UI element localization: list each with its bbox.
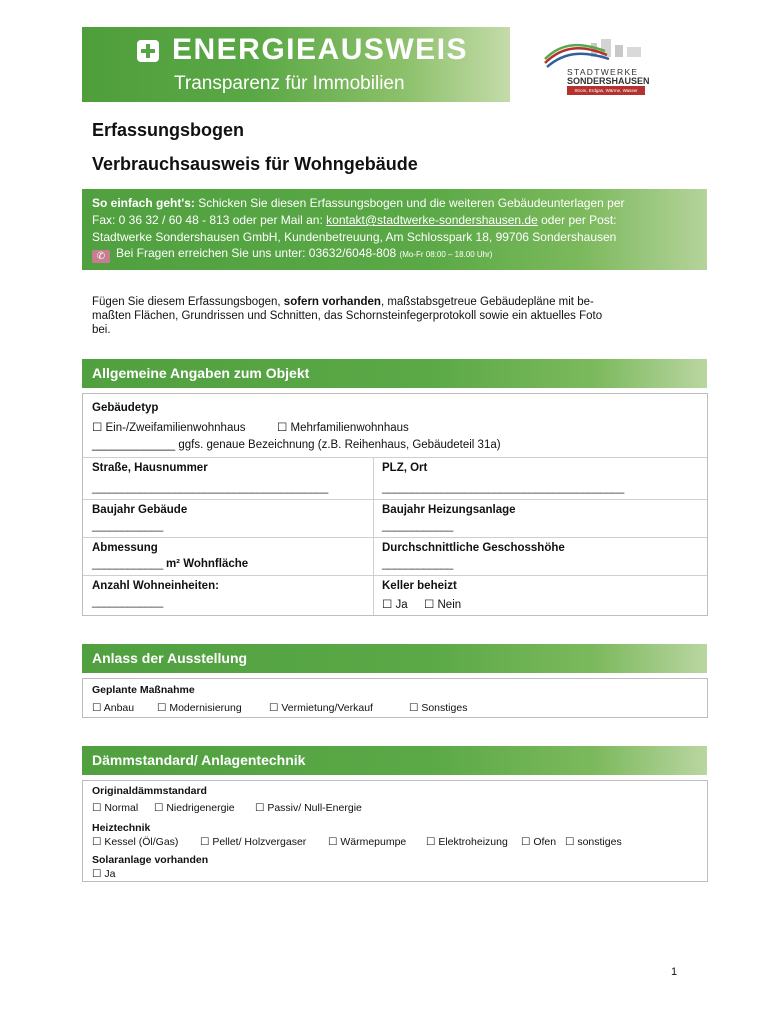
- checkbox-elektroheizung[interactable]: ☐ Elektroheizung: [426, 836, 508, 848]
- section1-title: Allgemeine Angaben zum Objekt: [92, 365, 310, 381]
- logo-line2: SONDERSHAUSEN: [567, 76, 650, 86]
- divider: [83, 575, 707, 576]
- checkbox-mehrfamilienwohnhaus[interactable]: ☐ Mehrfamilienwohnhaus: [277, 422, 409, 434]
- page-subtitle: Verbrauchsausweis für Wohngebäude: [92, 154, 418, 174]
- intro-bold: sofern vorhanden: [283, 296, 381, 308]
- strasse-field[interactable]: ________________________________________: [92, 482, 328, 494]
- info-line2: [92, 212, 617, 229]
- checkbox-keller-ja[interactable]: ☐ Ja: [382, 599, 408, 611]
- checkbox-normal[interactable]: ☐ Normal: [92, 802, 139, 814]
- page-title: Erfassungsbogen: [92, 120, 245, 140]
- info-fax: Fax: 0 36 32 / 60 48 - 813 oder per Mail an:: [92, 213, 327, 227]
- checkbox-solar-ja[interactable]: ☐ Ja: [92, 868, 116, 880]
- info-address: Stadtwerke Sondershausen GmbH, Kundenbetreuung, Am Schlosspark 18, 99706 Sondershausen: [92, 230, 617, 244]
- anzahl-wohneinheiten-label: Anzahl Wohneinheiten:: [92, 580, 219, 592]
- wohnflaeche-field[interactable]: ____________: [92, 558, 163, 570]
- section3-title: Dämmstandard/ Anlagentechnik: [92, 752, 306, 768]
- geschosshoehe-label: Durchschnittliche Geschosshöhe: [382, 542, 565, 554]
- checkbox-sonstiges-heizung[interactable]: ☐ sonstiges: [565, 836, 622, 848]
- heiztechnik-label: Heiztechnik: [92, 822, 151, 834]
- anzahl-wohneinheiten-field[interactable]: ____________: [92, 596, 163, 608]
- checkbox-sonstiges[interactable]: ☐ Sonstiges: [409, 702, 468, 714]
- info-line1-text: Schicken Sie diesen Erfassungsbogen und die weiteren Gebäudeunterlagen per: [194, 196, 625, 210]
- castle-swoosh-icon: [543, 37, 647, 71]
- divider: [83, 537, 707, 538]
- bezeichnung-hint: ggfs. genaue Bezeichnung (z.B. Reihenhaus, Gebäudeteil 31a): [175, 439, 501, 451]
- energieausweis-banner: [82, 27, 510, 102]
- info-lead: So einfach geht's:: [92, 196, 195, 210]
- info-hours: (Mo-Fr 08:00 – 18.00 Uhr): [399, 250, 493, 259]
- strasse-label: Straße, Hausnummer: [92, 462, 208, 474]
- divider: [83, 499, 707, 500]
- logo-tagline: Strom, Erdgas, Wärme, Wasser: [567, 86, 645, 95]
- page-number: 1: [671, 966, 678, 978]
- section-header-anlass: [82, 644, 707, 673]
- section-header-allgemeine-angaben: [82, 359, 707, 388]
- checkbox-waermepumpe[interactable]: ☐ Wärmepumpe: [328, 836, 407, 848]
- solaranlage-label: Solaranlage vorhanden: [92, 854, 209, 866]
- info-box: [82, 189, 707, 270]
- plz-ort-field[interactable]: _________________________________________: [382, 482, 624, 494]
- column-divider: [373, 457, 374, 615]
- logo-line1: STADTWERKE: [567, 67, 639, 77]
- checkbox-passiv-null-energie[interactable]: ☐ Passiv/ Null-Energie: [255, 802, 362, 814]
- email-link[interactable]: kontakt@stadtwerke-sondershausen.de: [326, 213, 538, 227]
- checkbox-niedrigenergie[interactable]: ☐ Niedrigenergie: [154, 802, 235, 814]
- info-line1: [92, 195, 625, 212]
- bezeichnung-blank[interactable]: _____________: [92, 439, 176, 451]
- intro-part2: , maßstabsgetreue Gebäudepläne mit be-: [380, 296, 594, 308]
- checkbox-keller-nein[interactable]: ☐ Nein: [424, 599, 462, 611]
- intro-line2: maßten Flächen, Grundrissen und Schnitten, das Schornsteinfegerprotokoll sowie ein aktuelles Foto: [92, 310, 603, 322]
- checkbox-ofen[interactable]: ☐ Ofen: [521, 836, 557, 848]
- banner-subtitle: Transparenz für Immobilien: [174, 73, 405, 94]
- baujahr-gebaeude-label: Baujahr Gebäude: [92, 504, 188, 516]
- stadtwerke-logo: [543, 37, 650, 97]
- checkbox-ein-zweifamilienwohnhaus[interactable]: ☐ Ein-/Zweifamilienwohnhaus: [92, 422, 246, 434]
- baujahr-heizung-field[interactable]: ____________: [382, 520, 453, 532]
- checkbox-kessel[interactable]: ☐ Kessel (Öl/Gas): [92, 836, 179, 848]
- info-phone-text: Bei Fragen erreichen Sie uns unter: 03632/6048-808: [116, 246, 400, 260]
- section2-form: [82, 678, 708, 718]
- divider: [83, 457, 707, 458]
- wohnflaeche-row: [92, 558, 248, 570]
- info-post: oder per Post:: [537, 213, 617, 227]
- gebaeudetyp-label: Gebäudetyp: [92, 402, 159, 414]
- section2-title: Anlass der Ausstellung: [92, 650, 248, 666]
- abmessung-label: Abmessung: [92, 542, 158, 554]
- baujahr-heizung-label: Baujahr Heizungsanlage: [382, 504, 516, 516]
- checkbox-vermietung-verkauf[interactable]: ☐ Vermietung/Verkauf: [269, 702, 373, 714]
- wohnflaeche-unit: m² Wohnfläche: [162, 558, 249, 570]
- intro-part1: Fügen Sie diesem Erfassungsbogen,: [92, 296, 284, 308]
- section3-form: [82, 780, 708, 882]
- intro-line3: bei.: [92, 324, 111, 336]
- geplante-massnahme-label: Geplante Maßnahme: [92, 684, 195, 696]
- intro-text: [92, 295, 682, 337]
- phone-icon: ✆: [92, 250, 110, 263]
- baujahr-gebaeude-field[interactable]: ____________: [92, 520, 163, 532]
- checkbox-modernisierung[interactable]: ☐ Modernisierung: [157, 702, 242, 714]
- originaldaemmstandard-label: Originaldämmstandard: [92, 785, 207, 797]
- checkbox-pellet-holzvergaser[interactable]: ☐ Pellet/ Holzvergaser: [200, 836, 307, 848]
- banner-title: ENERGIEAUSWEIS: [172, 33, 469, 66]
- bezeichnung-row: [92, 439, 501, 451]
- geschosshoehe-field[interactable]: ____________: [382, 558, 453, 570]
- intro-line1: [92, 295, 682, 309]
- info-line4: [92, 245, 492, 264]
- keller-beheizt-label: Keller beheizt: [382, 580, 457, 592]
- checkbox-anbau[interactable]: ☐ Anbau: [92, 702, 135, 714]
- plz-ort-label: PLZ, Ort: [382, 462, 428, 474]
- section-header-daemmstandard: [82, 746, 707, 775]
- plus-icon: [137, 40, 159, 62]
- section1-form: [82, 393, 708, 616]
